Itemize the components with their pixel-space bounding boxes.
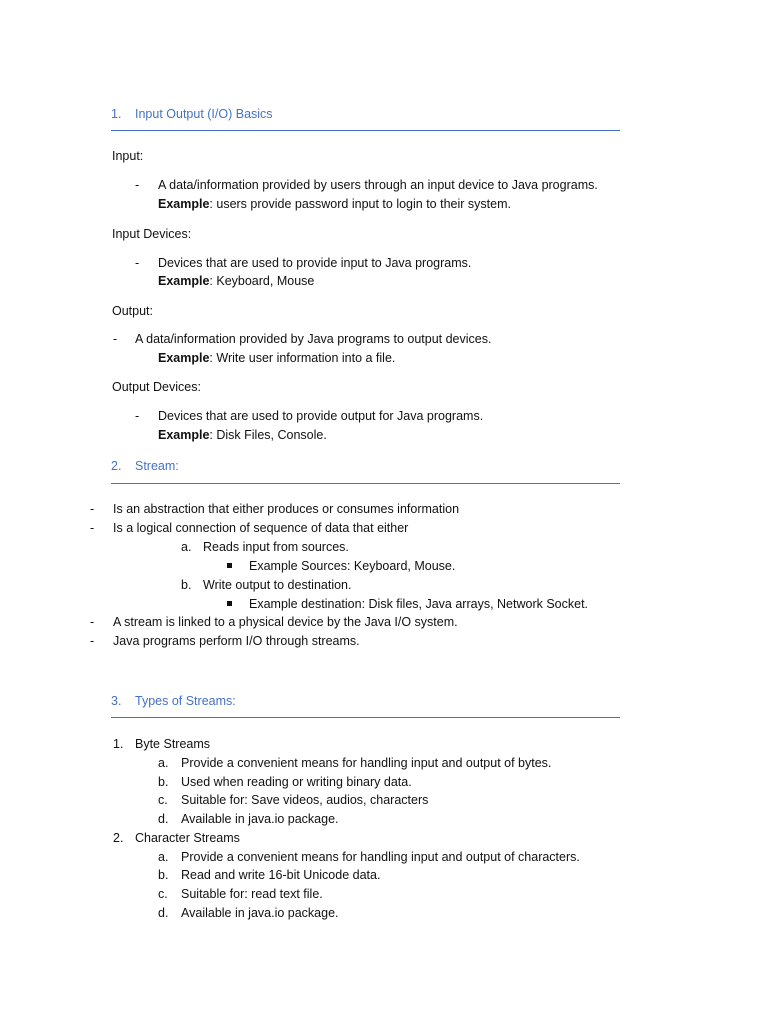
input-devices-example-label: Example [158, 274, 210, 288]
output-example-text: : Write user information into a file. [209, 351, 396, 365]
stream-bullet2-dash: - [90, 521, 95, 535]
input-example-text: : users provide password input to login to their system. [209, 197, 511, 211]
stream-bullet4-dash: - [90, 634, 95, 648]
output-example [158, 350, 395, 366]
section2-heading: Stream: [135, 459, 179, 473]
byte-item-marker: a. [158, 756, 169, 770]
char-streams-number: 2. [113, 831, 124, 845]
input-example [158, 196, 511, 212]
byte-item: Provide a convenient means for handling input and output of bytes. [181, 756, 552, 770]
input-devices-dash: - [135, 256, 140, 270]
section1-rule [111, 130, 620, 131]
char-item: Provide a convenient means for handling input and output of characters. [181, 850, 580, 864]
section1-number: 1. [111, 107, 122, 121]
stream-sub-b: Write output to destination. [203, 578, 352, 592]
output-text: A data/information provided by Java programs to output devices. [135, 332, 492, 346]
stream-bullet3: A stream is linked to a physical device by the Java I/O system. [113, 615, 458, 629]
stream-bullet2: Is a logical connection of sequence of data that either [113, 521, 409, 535]
byte-streams-title: Byte Streams [135, 737, 211, 751]
byte-item-marker: c. [158, 793, 168, 807]
byte-item: Suitable for: Save videos, audios, characters [181, 793, 429, 807]
char-item: Read and write 16-bit Unicode data. [181, 868, 381, 882]
char-item-marker: c. [158, 887, 168, 901]
stream-sub-a-example: Example Sources: Keyboard, Mouse. [249, 559, 456, 573]
output-dash: - [113, 332, 118, 346]
char-item-marker: d. [158, 906, 169, 920]
output-devices-example-text: : Disk Files, Console. [209, 428, 327, 442]
char-item: Available in java.io package. [181, 906, 339, 920]
output-devices-dash: - [135, 409, 140, 423]
byte-item-marker: b. [158, 775, 169, 789]
stream-bullet1-dash: - [90, 502, 95, 516]
stream-sub-b-marker: b. [181, 578, 192, 592]
section3-rule [111, 717, 620, 718]
stream-bullet1: Is an abstraction that either produces or consumes information [113, 502, 460, 516]
output-example-label: Example [158, 351, 210, 365]
input-devices-example [158, 273, 314, 289]
input-devices-example-text: : Keyboard, Mouse [209, 274, 315, 288]
input-devices-label: Input Devices: [112, 227, 192, 241]
square-bullet-icon [227, 563, 232, 568]
section3-heading: Types of Streams: [135, 694, 236, 708]
input-label: Input: [112, 149, 144, 163]
byte-item-marker: d. [158, 812, 169, 826]
stream-bullet4: Java programs perform I/O through streams. [113, 634, 360, 648]
input-text: A data/information provided by users through an input device to Java programs. [158, 178, 598, 192]
section1-heading: Input Output (I/O) Basics [135, 107, 273, 121]
square-bullet-icon [227, 601, 232, 606]
stream-sub-a-marker: a. [181, 540, 192, 554]
byte-item: Used when reading or writing binary data. [181, 775, 412, 789]
input-example-label: Example [158, 197, 210, 211]
stream-bullet3-dash: - [90, 615, 95, 629]
output-devices-label: Output Devices: [112, 380, 201, 394]
section2-number: 2. [111, 459, 122, 473]
stream-sub-b-example: Example destination: Disk files, Java arrays, Network Socket. [249, 597, 589, 611]
output-label: Output: [112, 304, 153, 318]
input-dash: - [135, 178, 140, 192]
output-devices-text: Devices that are used to provide output for Java programs. [158, 409, 484, 423]
section2-rule [111, 483, 620, 484]
char-item: Suitable for: read text file. [181, 887, 323, 901]
char-streams-title: Character Streams [135, 831, 240, 845]
input-devices-text: Devices that are used to provide input to Java programs. [158, 256, 472, 270]
byte-streams-number: 1. [113, 737, 124, 751]
output-devices-example-label: Example [158, 428, 210, 442]
section3-number: 3. [111, 694, 122, 708]
stream-sub-a: Reads input from sources. [203, 540, 349, 554]
output-devices-example [158, 427, 327, 443]
byte-item: Available in java.io package. [181, 812, 339, 826]
char-item-marker: b. [158, 868, 169, 882]
char-item-marker: a. [158, 850, 169, 864]
